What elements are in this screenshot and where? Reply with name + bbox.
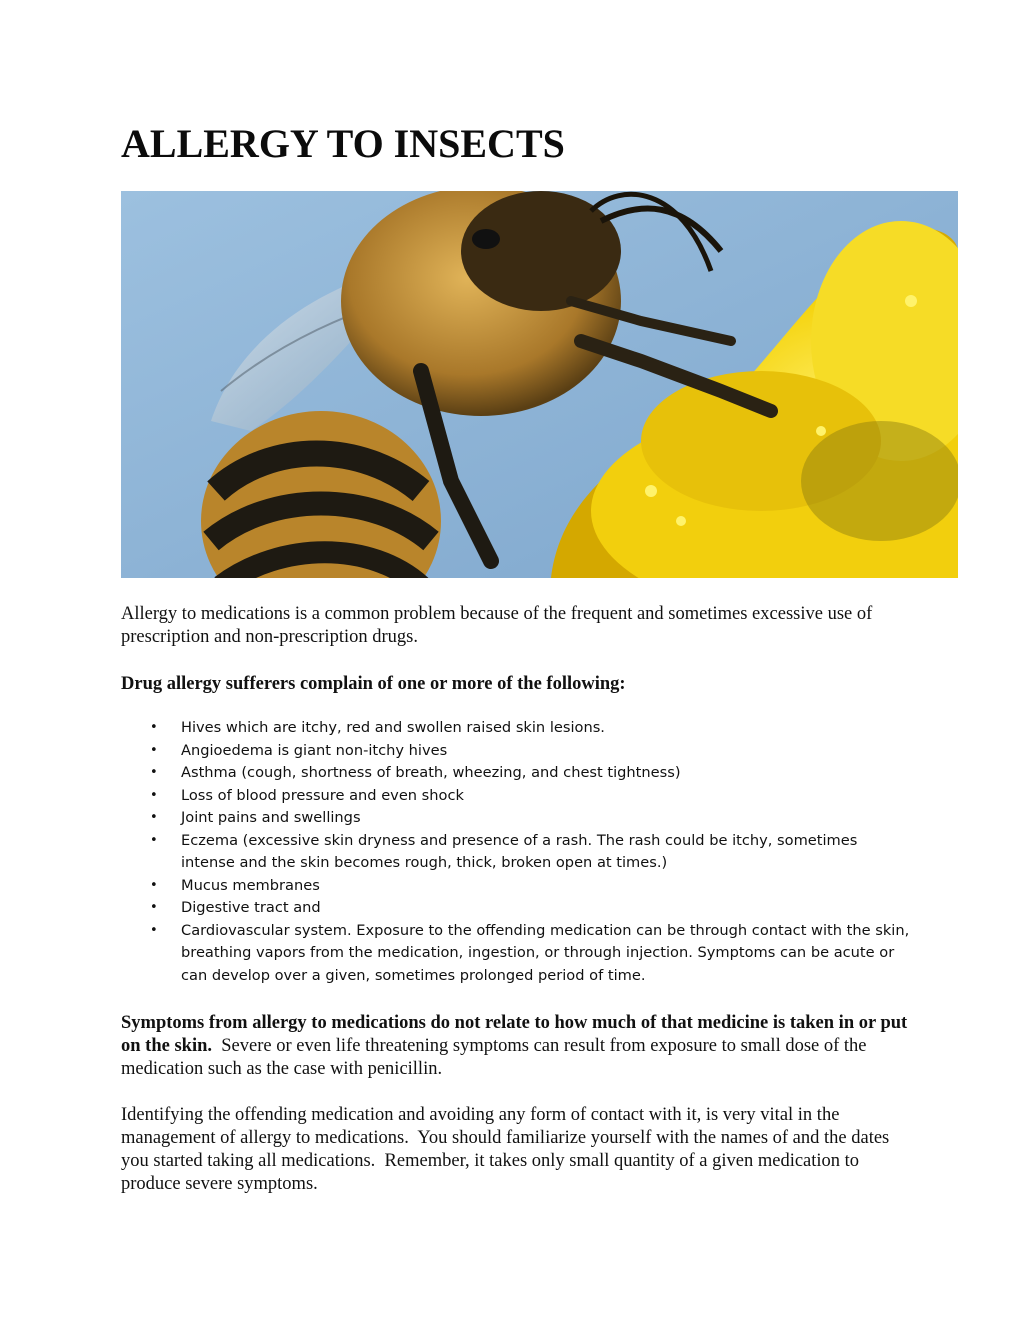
management-paragraph: Identifying the offending medication and avoiding any form of contact with it, is very vital in the management of allergy to medications. You should familiarize yourself with the names of and the dates you started taking all medications. Remember, it takes only small quantity of a given medication to produce severe symptoms.: [121, 1105, 894, 1194]
list-item: [121, 830, 911, 875]
page-title: ALLERGY TO INSECTS: [121, 121, 565, 166]
list-item-text: Loss of blood pressure and even shock: [181, 786, 464, 804]
list-item: [121, 740, 911, 763]
bullet-icon: •: [150, 900, 158, 915]
list-item: [121, 875, 911, 898]
list-item: [121, 897, 911, 920]
symptom-list: [121, 717, 911, 987]
list-item-text: Hives which are itchy, red and swollen raised skin lesions.: [181, 719, 605, 736]
list-item: [121, 717, 911, 740]
bullet-icon: •: [150, 832, 158, 848]
bullet-icon: •: [150, 720, 158, 735]
list-item-text: Joint pains and swellings: [181, 809, 361, 826]
bullet-icon: •: [150, 742, 158, 758]
list-item: [121, 785, 911, 808]
list-item-text: Mucus membranes: [181, 876, 320, 894]
bullet-icon: •: [150, 922, 158, 938]
bee-photo: [121, 191, 958, 578]
list-item-text: Eczema (excessive skin dryness and presence of a rash. The rash could be itchy, sometimes intense and the skin becomes rough, thick, broken open at times.): [181, 831, 858, 871]
bullet-icon: •: [150, 810, 158, 825]
bullet-icon: •: [150, 765, 158, 780]
bullet-icon: •: [150, 877, 158, 893]
bullet-icon: •: [150, 787, 158, 803]
list-item-text: Cardiovascular system. Exposure to the offending medication can be through contact with the skin, breathing vapors from the medication, ingestion, or through injection. Symptoms can be acute or can develop over a given, sometimes prolonged period of time.: [181, 921, 910, 984]
list-item-text: Asthma (cough, shortness of breath, wheezing, and chest tightness): [181, 764, 681, 781]
list-item-text: Digestive tract and: [181, 899, 321, 916]
list-item: [121, 807, 911, 830]
list-item: [121, 762, 911, 785]
symptom-list-heading: Drug allergy sufferers complain of one or more of the following:: [121, 674, 626, 694]
dose-paragraph: [121, 1012, 911, 1081]
dose-paragraph-bold: Symptoms from allergy to medications do not relate to how much of that medicine is taken in or put on the skin.: [121, 1013, 908, 1056]
list-item-text: Angioedema is giant non-itchy hives: [181, 741, 448, 759]
bee-on-flower-icon: [121, 191, 958, 578]
dose-paragraph-rest: Severe or even life threatening symptoms can result from exposure to small dose of the medication such as the case with penicillin.: [121, 1036, 872, 1079]
list-item: [121, 920, 911, 988]
intro-paragraph: Allergy to medications is a common problem because of the frequent and sometimes excessive use of prescription and non-prescription drugs.: [121, 604, 873, 647]
